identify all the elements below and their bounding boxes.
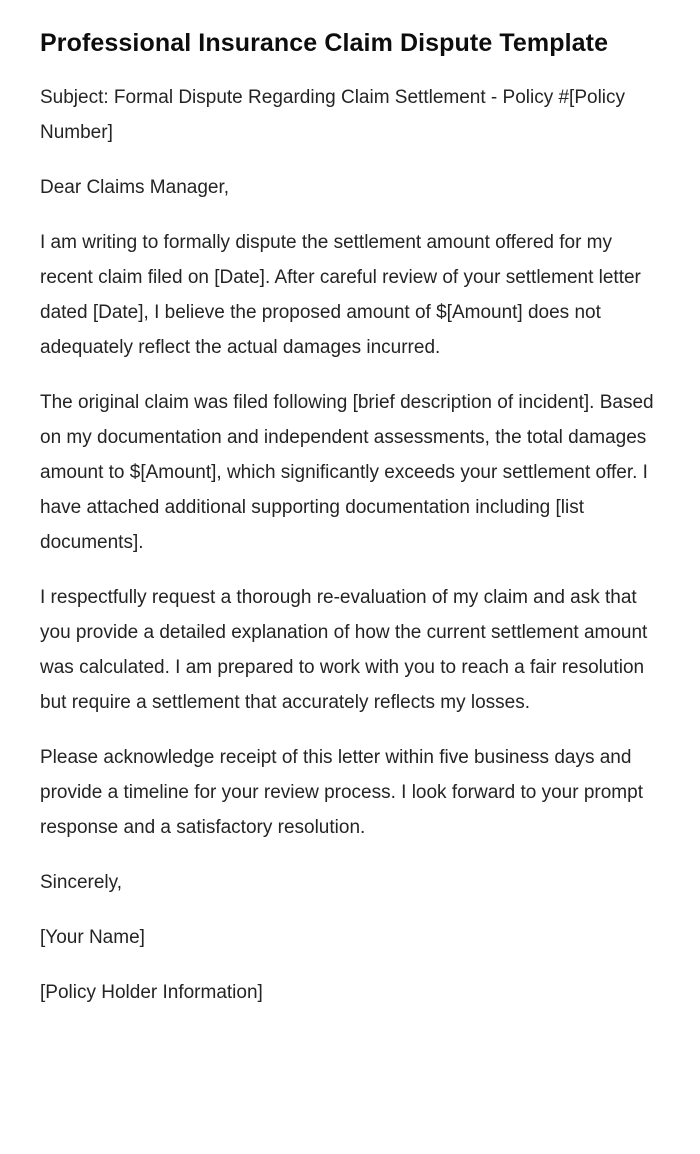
body-paragraph-2: The original claim was filed following [brief description of incident]. Based on my documentation and independent assessments, the total damages amount to $[Amount], which significantly exceeds your settlement offer. I have attached additional supporting documentation including [list documents]. [40, 392, 654, 553]
body-paragraph-4: Please acknowledge receipt of this letter within five business days and provide a timeline for your review process. I look forward to your prompt response and a satisfactory resolution. [40, 747, 643, 838]
salutation: Dear Claims Manager, [40, 177, 230, 198]
page-title: Professional Insurance Claim Dispute Template [40, 29, 609, 57]
policy-holder-info-placeholder: [Policy Holder Information] [40, 982, 263, 1003]
closing: Sincerely, [40, 872, 123, 893]
body-paragraph-1: I am writing to formally dispute the settlement amount offered for my recent claim filed on [Date]. After careful review of your settlement letter dated [Date], I believe the proposed amount of $[Amount] does not adequately reflect the actual damages incurred. [40, 232, 641, 358]
signature-name-placeholder: [Your Name] [40, 927, 145, 948]
body-paragraph-3: I respectfully request a thorough re-evaluation of my claim and ask that you provide a detailed explanation of how the current settlement amount was calculated. I am prepared to work with you to reach a fair resolution but require a settlement that accurately reflects my losses. [40, 587, 648, 713]
subject-line: Subject: Formal Dispute Regarding Claim Settlement - Policy #[Policy Number] [40, 87, 626, 143]
